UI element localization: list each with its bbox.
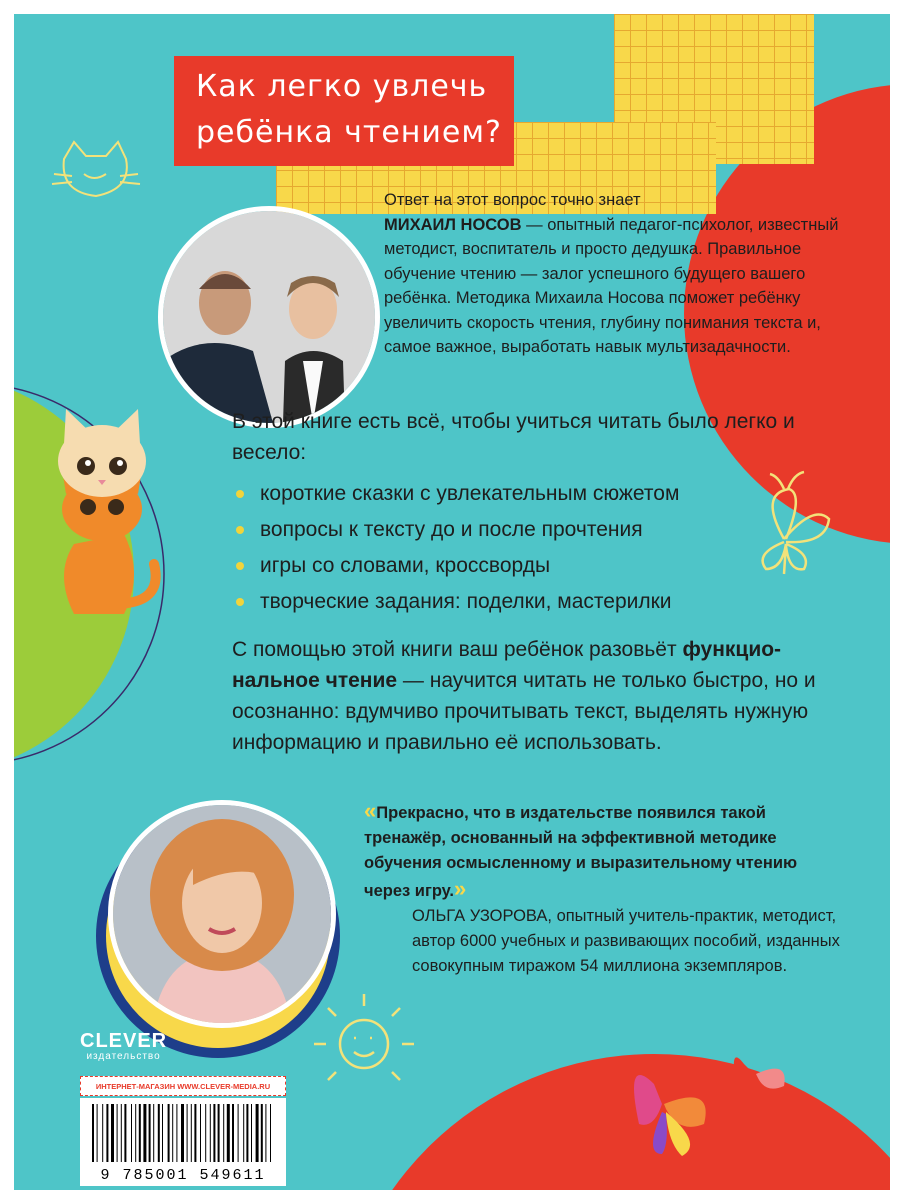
quote-author: ОЛЬГА УЗОРОВА, опытный учитель-практик, методист, автор 6000 учебных и развивающих пособий, изданных совокупным тиражом 54 миллиона экземпляров. [412, 907, 840, 975]
barcode-bar [251, 1104, 252, 1162]
barcode-bar [223, 1104, 224, 1162]
barcode-bar [111, 1104, 114, 1162]
intro-description: — опытный педагог-психолог, известный методист, воспитатель и просто дедушка. Правильное обучение чтению — залог успешного будущего вашего ребёнка. Методика Михаила Носова поможет ребёнку увеличить скорость чтения, глубину понимания текста и, самое важное, выработать навык мультизадачности. [384, 215, 839, 356]
list-item: игры со словами, кроссворды [232, 548, 852, 584]
barcode-bar [265, 1104, 266, 1162]
intro-lead: Ответ на этот вопрос точно знает [384, 191, 641, 209]
summary-highlight: функцио-нальное чтение [232, 638, 782, 692]
barcode-bar [176, 1104, 177, 1162]
author-photo-nosov [158, 206, 380, 428]
quote-close-mark: » [454, 876, 467, 901]
barcode-bar [135, 1104, 136, 1162]
cat-doodle-icon [52, 142, 140, 196]
red-circle-bottom [334, 1054, 890, 1190]
bullet-dot-icon [236, 526, 244, 534]
list-item: вопросы к тексту до и после прочтения [232, 512, 852, 548]
barcode-bar [153, 1104, 154, 1162]
barcode-bar [124, 1104, 126, 1162]
barcode-bar [246, 1104, 248, 1162]
features-intro: В этой книге есть всё, чтобы учиться читать было легко и весело: [232, 410, 795, 464]
features-list [232, 476, 852, 620]
shop-url: ИНТЕРНЕТ-МАГАЗИН WWW.CLEVER-MEDIA.RU [80, 1076, 286, 1096]
barcode-bar [181, 1104, 184, 1162]
barcode-bar [243, 1104, 244, 1162]
intro-text [384, 188, 864, 360]
quote-open-mark: « [364, 798, 377, 823]
barcode-bar [149, 1104, 151, 1162]
publisher-logo-subtitle: издательство [86, 1051, 161, 1062]
bullet-dot-icon [236, 562, 244, 570]
barcode-bar [117, 1104, 118, 1162]
list-item: короткие сказки с увлекательным сюжетом [232, 476, 852, 512]
barcode-bar [232, 1104, 234, 1162]
barcode-bar [143, 1104, 146, 1162]
isbn-number: 9 785001 549611 [100, 1167, 266, 1184]
bullet-dot-icon [236, 598, 244, 606]
barcode-bars [92, 1104, 274, 1162]
barcode-bar [172, 1104, 173, 1162]
book-back-cover [14, 14, 890, 1190]
book-title [174, 56, 514, 166]
features-section [232, 406, 852, 758]
publisher-logo [80, 1030, 167, 1062]
barcode-bar [102, 1104, 103, 1162]
barcode-bar [139, 1104, 141, 1162]
barcode-bar [121, 1104, 122, 1162]
barcode-bar [270, 1104, 271, 1162]
barcode-bar [205, 1104, 206, 1162]
barcode-bar [131, 1104, 132, 1162]
barcode [80, 1098, 286, 1186]
publisher-logo-text: CLEVER [80, 1030, 168, 1052]
barcode-bar [158, 1104, 160, 1162]
barcode-bar [168, 1104, 170, 1162]
barcode-bar [200, 1104, 201, 1162]
author-photo-uzorova [108, 800, 336, 1028]
title-line-1: Как легко увлечь [196, 69, 488, 104]
title-line-2: ребёнка чтением? [196, 115, 502, 150]
barcode-bar [191, 1104, 192, 1162]
barcode-bar [218, 1104, 220, 1162]
barcode-bar [162, 1104, 163, 1162]
cats-illustration [58, 409, 156, 614]
list-item: творческие задания: поделки, мастерилки [232, 584, 852, 620]
barcode-bar [261, 1104, 263, 1162]
summary-paragraph: С помощью этой книги ваш ребёнок разовьёт функцио-нальное чтение — научится читать не только быстро, но и осознанно: вдумчиво прочитывать текст, выделять нужную информацию и правильно её использовать. [232, 638, 816, 754]
barcode-bar [256, 1104, 259, 1162]
barcode-bar [213, 1104, 215, 1162]
barcode-bar [194, 1104, 196, 1162]
barcode-bar [106, 1104, 108, 1162]
barcode-bar [97, 1104, 98, 1162]
quote-text: Прекрасно, что в издательстве появился такой тренажёр, основанный на эффективной методике обучения осмысленному и выразительному чтению через игру. [364, 804, 798, 900]
testimonial-quote [364, 798, 844, 904]
barcode-bar [227, 1104, 230, 1162]
barcode-bar [187, 1104, 188, 1162]
barcode-bar [238, 1104, 239, 1162]
barcode-bar [92, 1104, 94, 1162]
bullet-dot-icon [236, 490, 244, 498]
barcode-bar [210, 1104, 211, 1162]
intro-author-name: МИХАИЛ НОСОВ [384, 215, 522, 234]
